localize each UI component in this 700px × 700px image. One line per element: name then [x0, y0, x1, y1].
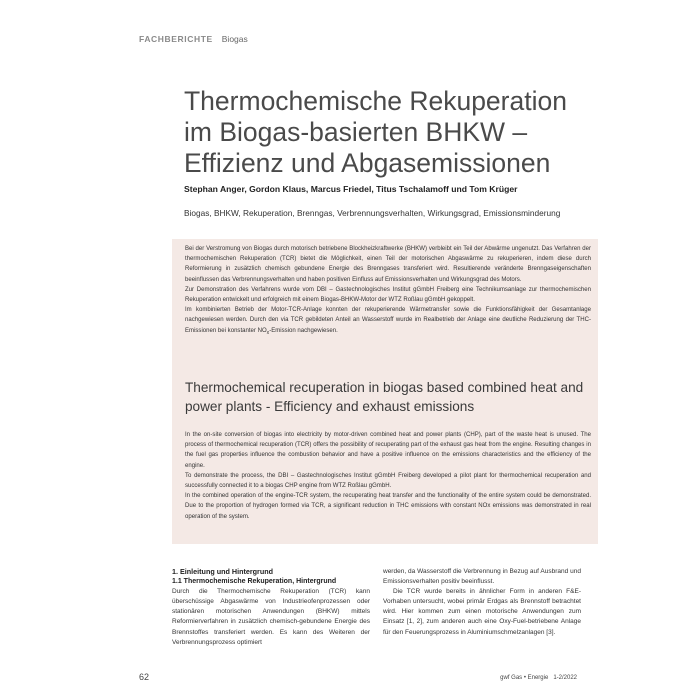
subsection-label: Biogas [221, 34, 248, 44]
abstract-en-paragraph: In the combined operation of the engine-TCR system, the recuperating heat transfer and the functionality of the entire system could be demonstrated. Due to the proportion of hydrogen formed via TCR, a significant reduction in THC emissions with constant NOx emissions was demonstrated in real operation of the system. [185, 493, 591, 520]
subsection-heading: 1.1 Thermochemische Rekuperation, Hintergrund [172, 578, 337, 586]
abstract-english [185, 430, 591, 522]
nox-subscript: x [266, 329, 270, 336]
authors: Stephan Anger, Gordon Klaus, Marcus Friedel, Titus Tschalamoff und Tom Krüger [184, 184, 518, 194]
page-number: 62 [139, 672, 150, 682]
abstract-german [185, 244, 591, 338]
body-column-right [383, 567, 581, 638]
abstract-de-paragraph: Zur Demonstration des Verfahrens wurde vom DBI – Gastechnologisches Institut gGmbH Freiberg eine Technikumsanlage zur thermochemischen Rekuperation entwickelt und erfolgreich mit einem Biogas-BHKW-Motor der WTZ Roßlau gGmbH gekoppelt. [185, 286, 591, 304]
body-paragraph: Durch die Thermochemische Rekuperation (TCR) kann überschüssige Abgaswärme von Industrieofenprozessen oder stationären motorischen Anwendungen (BHKW) mittels Reformierverfahren in zusätzlich chemisch-gebundene Energie des Brennstoffes transferiert werden. Es kann des Weiteren der Verbrennungsprozess optimiert [172, 588, 370, 646]
abstract-en-paragraph: To demonstrate the process, the DBI – Gastechnologisches Institut gGmbH Freiberg developed a pilot plant for thermochemical recuperation and successfully connected it to a biogas CHP engine from WTZ Roßlau gGmbH. [185, 472, 591, 490]
abstract-de-text: -Emission nachgewiesen. [269, 327, 338, 334]
keywords: Biogas, BHKW, Rekuperation, Brenngas, Verbrennungsverhalten, Wirkungsgrad, Emissionsminderung [184, 208, 561, 218]
title-line-3: Effizienz und Abgasemissionen [184, 148, 551, 178]
body-paragraph: werden, da Wasserstoff die Verbrennung in Bezug auf Ausbrand und Emissionsverhalten positiv beeinflusst. [383, 568, 581, 586]
english-title: Thermochemical recuperation in biogas based combined heat and power plants - Efficiency and exhaust emissions [185, 380, 584, 414]
journal-footer [500, 675, 577, 681]
section-label: FACHBERICHTE [139, 34, 213, 44]
journal-issue: 1-2/2022 [553, 675, 577, 681]
abstract-en-paragraph: In the on-site conversion of biogas into electricity by motor-driven combined heat and power plants (CHP), part of the waste heat is unused. The process of thermochemical recuperation (TCR) offers the possibility of recuperating part of the exhaust gas heat from the engine. Resulting changes in the fuel gas properties influence the combustion behavior and have a positive influence on the emissions characteristics and the efficiency of the engine. [185, 432, 591, 469]
abstract-de-paragraph [185, 305, 591, 338]
section-header [139, 34, 248, 44]
journal-name: gwf Gas • Energie [500, 675, 549, 681]
abstract-de-paragraph: Bei der Verstromung von Biogas durch motorisch betriebene Blockheizkraftwerke (BHKW) verbleibt ein Teil der Abwärme ungenutzt. Das Verfahren der thermochemischen Rekuperation (TCR) bietet die Möglichkeit, einen Teil der motorischen Abgaswärme zu rekuperieren, indem diese durch Reformierung in zusätzlich chemisch gebundene Energie des Brenngases transferiert wird. Resultierende veränderte Brenngaseigenschaften beeinflussen das Verbrennungsverhalten und haben positiven Einfluss auf Emissionsverhalten und Wirkungsgrad des Motors. [185, 246, 591, 283]
body-column-left [172, 567, 370, 648]
title-line-2: im Biogas-basierten BHKW – [184, 117, 528, 147]
section-heading: 1. Einleitung und Hintergrund [172, 567, 274, 576]
article-title [184, 86, 624, 179]
title-line-1: Thermochemische Rekuperation [184, 86, 567, 116]
body-paragraph: Die TCR wurde bereits in ähnlicher Form in anderen F&E-Vorhaben untersucht, wobei primär Erdgas als Brennstoff betrachtet wird. Hier kommen zum einen motorische Anwendungen zum Einsatz [1, 2], zum anderen auch eine Oxy-Fuel-betriebene Anlage für den Feuerungsprozess in Aluminiumschmelzanlagen [3]. [383, 588, 581, 636]
abstract-de-text: Im kombinierten Betrieb der Motor-TCR-Anlage konnten der rekuperierende Wärmetransfer sowie die Funktionsfähigkeit der Gesamtanlage nachgewiesen werden. Durch den via TCR gebildeten Anteil an Wasserstoff wurde im Realbetrieb der Anlage eine deutliche Reduzierung der THC-Emissionen bei konstanter NO [185, 307, 591, 334]
